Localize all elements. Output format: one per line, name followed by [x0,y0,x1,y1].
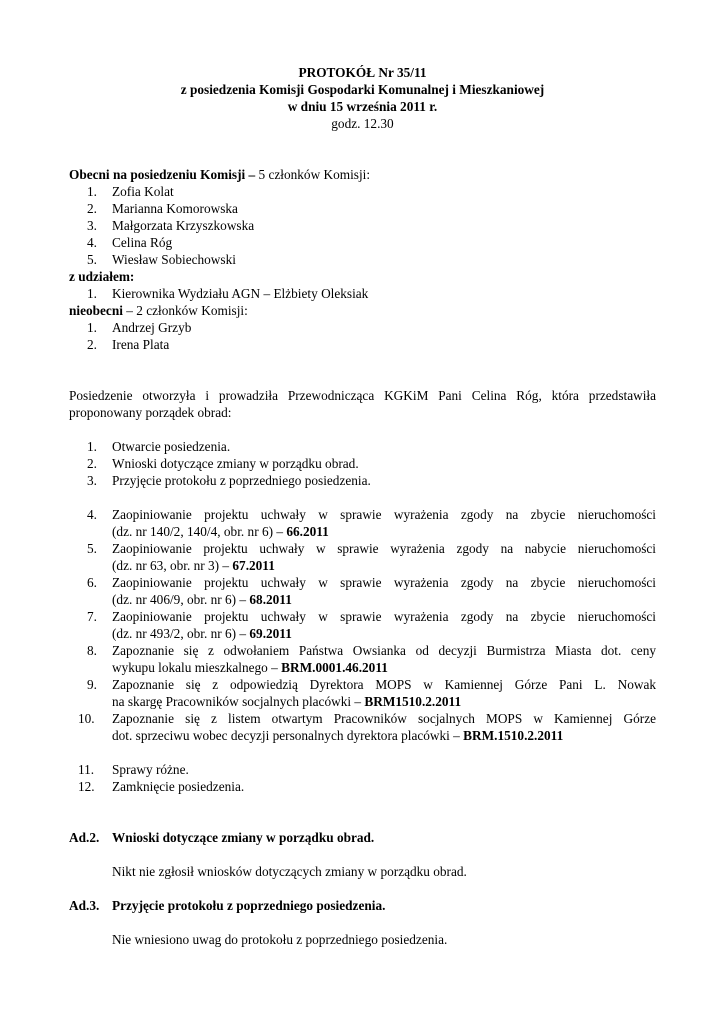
list-item: 4. Celina Róg [87,235,173,250]
agenda-item: 8. Zapoznanie się z odwołaniem Państwa Owsianka od decyzji Burmistrza Miasta dot. ceny wykupu lokalu mieszkalnego – BRM.0001.46.2011 [87,643,656,675]
with-heading: z udziałem: [69,269,135,284]
list-item: 2. Irena Plata [87,337,170,352]
agenda-item: 11. Sprawy różne. [78,762,189,777]
agenda-item: 4. Zaopiniowanie projektu uchwały w sprawie wyrażenia zgody na zbycie nieruchomości (dz. nr 140/2, 140/4, obr. nr 6) – 66.2011 [87,507,656,539]
agenda-list-a [69,438,656,489]
list-item: 1. Andrzej Grzyb [87,320,192,335]
agenda-item: 6. Zaopiniowanie projektu uchwały w sprawie wyrażenia zgody na zbycie nieruchomości (dz. nr 406/9, obr. nr 6) – 68.2011 [87,575,656,607]
absent-heading: nieobecni – 2 członków Komisji: [69,303,248,318]
list-item: 2. Marianna Komorowska [87,201,238,216]
list-item: 3. Małgorzata Krzyszkowska [87,218,255,233]
section-heading: Ad.3. Przyjęcie protokołu z poprzedniego posiedzenia. [69,898,386,913]
doc-date: w dniu 15 września 2011 r. [287,99,438,114]
agenda-item: 3. Przyjęcie protokołu z poprzedniego posiedzenia. [87,473,371,488]
doc-time: godz. 12.30 [331,116,394,131]
list-item: 5. Wiesław Sobiechowski [87,252,236,267]
agenda-item: 10. Zapoznanie się z listem otwartym Pracowników socjalnych MOPS w Kamiennej Górze dot. sprzeciwu wobec decyzji personalnych dyrektora placówki – BRM.1510.2.2011 [78,711,656,743]
agenda-item: 7. Zaopiniowanie projektu uchwały w sprawie wyrażenia zgody na zbycie nieruchomości (dz. nr 493/2, obr. nr 6) – 69.2011 [87,609,656,641]
agenda-list-c [69,761,656,795]
document-page [69,64,656,948]
agenda-list-b [69,506,656,744]
section-heading: Ad.2. Wnioski dotyczące zmiany w porządku obrad. [69,830,375,845]
with-list [69,285,656,302]
attendance [69,166,656,353]
present-list [69,183,656,268]
agenda-item: 12. Zamknięcie posiedzenia. [78,779,245,794]
agenda-item: 5. Zaopiniowanie projektu uchwały w sprawie wyrażenia zgody na nabycie nieruchomości (dz. nr 63, obr. nr 3) – 67.2011 [87,541,656,573]
agenda-item: 2. Wnioski dotyczące zmiany w porządku obrad. [87,456,359,471]
doc-title: PROTOKÓŁ Nr 35/11 [298,65,427,80]
header [69,64,656,132]
list-item: 1. Kierownika Wydziału AGN – Elżbiety Oleksiak [87,286,369,301]
doc-subtitle: z posiedzenia Komisji Gospodarki Komunalnej i Mieszkaniowej [180,82,545,97]
section-body: Nikt nie zgłosił wniosków dotyczących zmiany w porządku obrad. [112,864,467,879]
present-heading: Obecni na posiedzeniu Komisji – 5 członków Komisji: [69,167,371,182]
section-body: Nie wniesiono uwag do protokołu z poprzedniego posiedzenia. [112,932,448,947]
agenda-item: 1. Otwarcie posiedzenia. [87,439,231,454]
intro-paragraph: Posiedzenie otworzyła i prowadziła Przewodnicząca KGKiM Pani Celina Róg, która przedstawiła proponowany porządek obrad: [69,388,656,420]
absent-list [69,319,656,353]
list-item: 1. Zofia Kolat [87,184,174,199]
agenda-item: 9. Zapoznanie się z odpowiedzią Dyrektora MOPS w Kamiennej Górze Pani L. Nowak na skargę Pracowników socjalnych placówki – BRM1510.2.2011 [87,677,656,709]
